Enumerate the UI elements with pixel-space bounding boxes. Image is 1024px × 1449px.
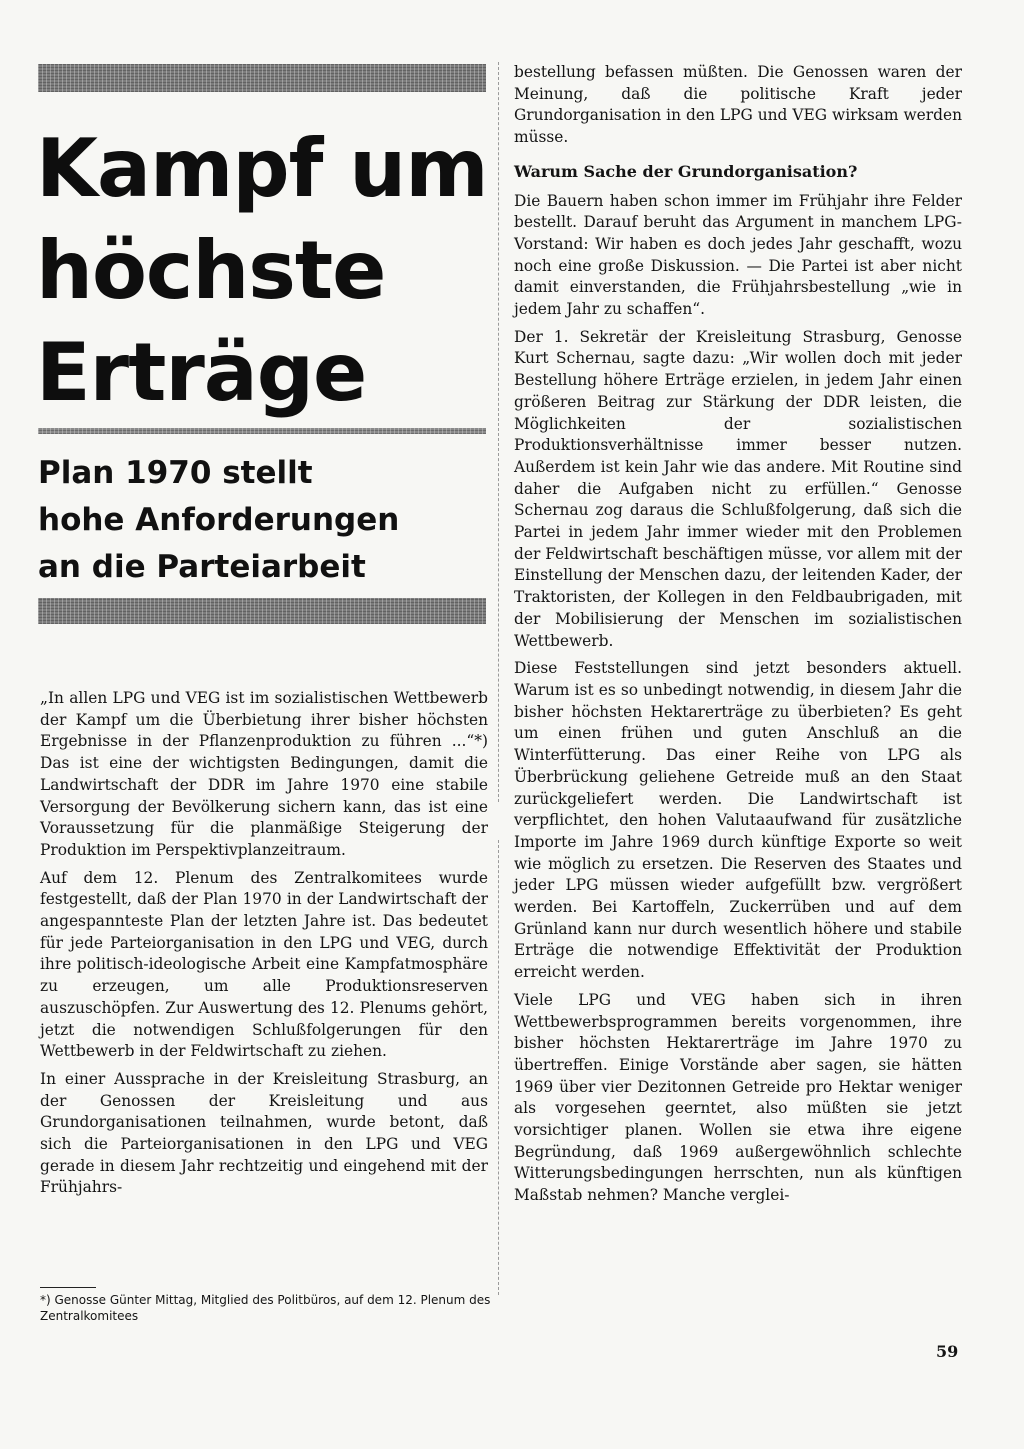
subtitle-line: hohe Anforderungen — [38, 502, 400, 538]
footnote: *) Genosse Günter Mittag, Mitglied des Politbüros, auf dem 12. Plenum des Zentralkomitees — [40, 1293, 491, 1323]
title-line: Kampf um — [36, 122, 488, 215]
body-paragraph: In einer Aussprache in der Kreisleitung Strasburg, an der Genossen der Kreisleitung und aus Grundorganisationen teilnahmen, wurde betont, daß sich die Parteiorganisationen in den LPG und VEG gerade in diesem Jahr rechtzeitig und eingehend mit der Frühjahrs- — [40, 1069, 488, 1197]
right-text-column — [514, 62, 962, 1213]
article-subtitle — [38, 450, 498, 591]
body-paragraph: Diese Feststellungen sind jetzt besonders aktuell. Warum ist es so unbedingt notwendig, in diesem Jahr die bisher höchsten Hektarerträge zu überbieten? Es geht um einen frühen und guten Anschluß an die Winterfütterung. Das einer Reihe von LPG als Überbrückung geliehene Getreide muß an den Staat zurückgeliefert werden. Die Landwirtschaft ist verpflichtet, den hohen Valutaaufwand für zusätzliche Importe im Jahre 1969 durch künftige Exporte so weit wie möglich zu ersetzen. Die Reserven des Staates und jeder LPG müssen wieder aufgefüllt bzw. vergrößert werden. Bei Kartoffeln, Zuckerrüben und auf dem Grünland kann nur durch wesentlich höhere und stabile Erträge die notwendige Effektivität der Produktion erreicht werden. — [514, 659, 962, 982]
subtitle-line: Plan 1970 stellt — [38, 455, 313, 491]
body-paragraph: Viele LPG und VEG haben sich in ihren Wettbewerbsprogrammen bereits vorgenommen, ihre bisher höchsten Hektarerträge im Jahre 1970 zu übertreffen. Einige Vorstände aber sagen, sie hätten 1969 über vier Dezitonnen Getreide pro Hektar weniger als vorgesehen geerntet, also müßten sie jetzt vorsichtiger planen. Wollen sie etwa ihre eigene Begründung, daß 1969 außergewöhnlich schlechte Witterungsbedingungen herrschten, nun als künftigen Maßstab nehmen? Manche verglei- — [514, 990, 962, 1205]
body-paragraph: „In allen LPG und VEG ist im sozialistischen Wettbewerb der Kampf um die Überbietung ihrer bisher höchsten Ergebnisse in der Pflanzenproduktion zu führen ...“*) Das ist eine der wichtigsten Bedingungen, damit die Landwirtschaft der DDR im Jahre 1970 eine stabile Versorgung der Bevölkerung sichern kann, das ist eine Voraussetzung für die planmäßige Steigerung der Produktion im Perspektivplanzeitraum. — [40, 689, 488, 859]
body-paragraph: bestellung befassen müßten. Die Genossen waren der Meinung, daß die politische Kraft jeder Grundorganisation in den LPG und VEG wirksam werden müsse. — [514, 63, 962, 147]
column-divider — [498, 840, 499, 1295]
body-paragraph: Auf dem 12. Plenum des Zentralkomitees wurde festgestellt, daß der Plan 1970 in der Landwirtschaft der angespannteste Plan der letzten Jahre ist. Das bedeutet für jede Parteiorganisation in den LPG und VEG, durch ihre politisch-ideologische Arbeit eine Kampfatmosphäre zu erzeugen, um alle Produktionsreserven auszuschöpfen. Zur Auswertung des 12. Plenums gehört, jetzt die notwendigen Schlußfolgerungen für den Wettbewerb in der Feldwirtschaft zu ziehen. — [40, 868, 488, 1061]
title-line: höchste — [36, 224, 386, 317]
column-divider — [498, 62, 499, 802]
body-paragraph: Der 1. Sekretär der Kreisleitung Strasburg, Genosse Kurt Schernau, sagte dazu: „Wir wollen doch mit jeder Bestellung höhere Erträge erzielen, in jedem Jahr einen größeren Beitrag zur Stärkung der DDR leisten, die Möglichkeiten der sozialistischen Produktionsverhältnisse immer besser nutzen. Außerdem ist kein Jahr wie das andere. Mit Routine sind daher die Aufgaben nicht zu erfüllen.“ Genosse Schernau zog daraus die Schlußfolgerung, daß sich die Partei in jedem Jahr immer wieder mit den Problemen der Feldwirtschaft beschäftigen müsse, vor allem mit der Einstellung der Menschen dazu, der leitenden Kader, der Traktoristen, der Kollegen in den Feldbaubrigaden, mit der Mobilisierung der Menschen im sozialistischen Wettbewerb. — [514, 327, 963, 650]
body-paragraph: Die Bauern haben schon immer im Frühjahr ihre Felder bestellt. Darauf beruht das Argument in manchem LPG-Vorstand: Wir haben es doch jedes Jahr geschafft, wozu noch eine große Diskussion. — Die Partei ist aber nicht damit einverstanden, die Frühjahrsbestellung „wie in jedem Jahr zu schaffen“. — [514, 191, 962, 319]
section-heading: Warum Sache der Grundorganisation? — [514, 161, 858, 181]
decorative-rule-bottom — [38, 598, 486, 624]
left-text-column — [40, 688, 488, 1205]
subtitle-line: an die Parteiarbeit — [38, 549, 366, 585]
article-title — [36, 118, 496, 424]
title-line: Erträge — [36, 326, 367, 419]
footnote-separator — [40, 1287, 96, 1288]
decorative-rule-middle — [38, 428, 486, 434]
decorative-rule-top — [38, 64, 486, 92]
page-number: 59 — [936, 1342, 959, 1361]
